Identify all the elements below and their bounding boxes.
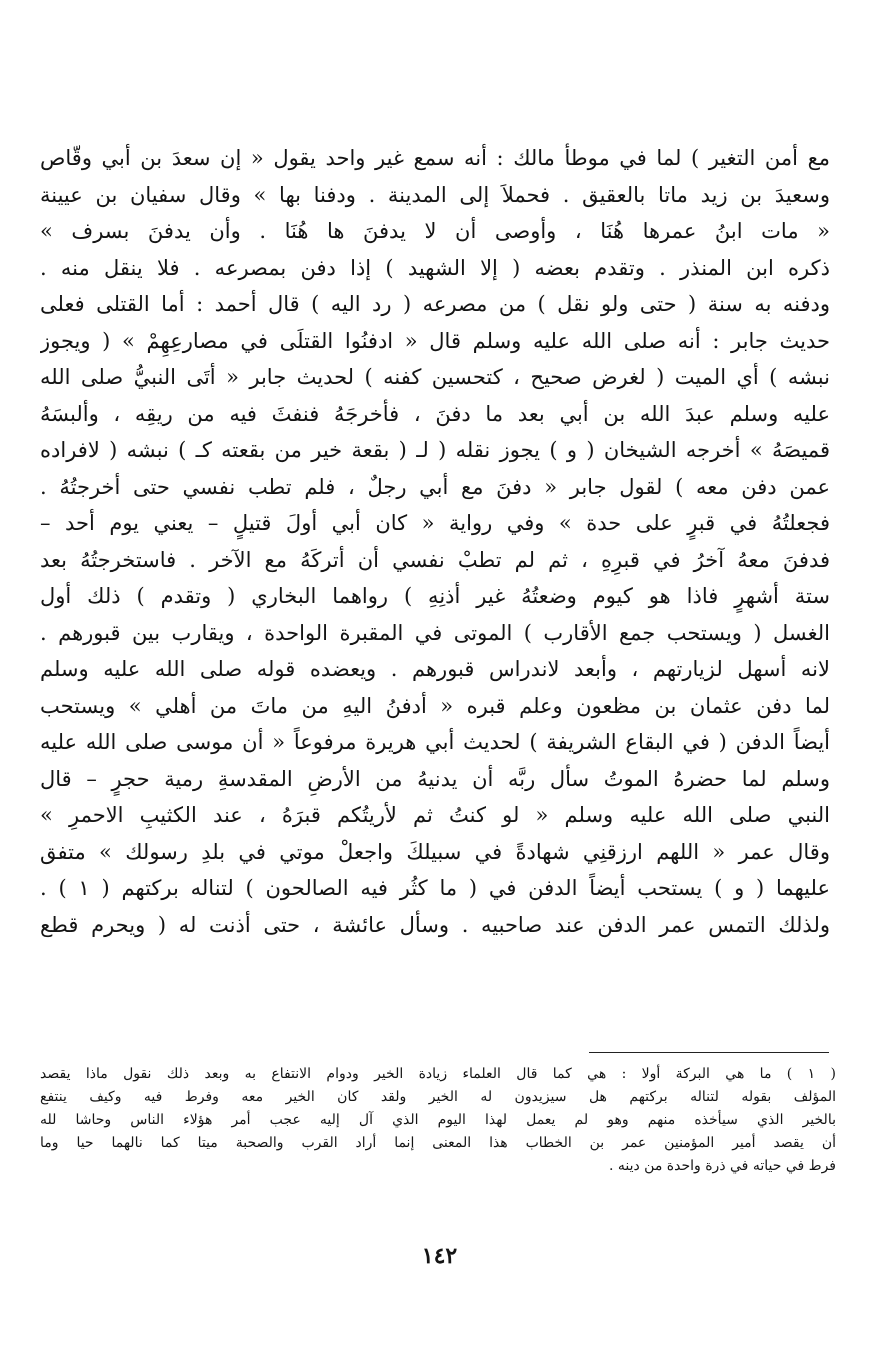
text-line: « مات ابنُ عمرها هُنَا ، وأوصى أن لا يدفنَ ها هُنَا . وأن يدفنَ بسرف » bbox=[40, 219, 830, 243]
text-line: قميصَهُ » أخرجه الشيخان ( و ) يجوز نقله ( لـ ( بقعة خير من بقعته كـ ) نبشه ( لافراده bbox=[40, 438, 830, 462]
text-line: الغسل ( ويستحب جمع الأقارب ) الموتى في المقبرة الواحدة ، ويقارب بين قبورهم . bbox=[40, 620, 830, 645]
text-line: فدفنَ معهُ آخرُ في قبرِهِ ، ثم لم تطبْ نفسي أن أتركَهُ مع الآخر . فاستخرجتُهُ بعد bbox=[40, 547, 830, 572]
text-line: عليه وسلم عبدَ الله بن أبي بعد ما دفنَ ، فأخرجَهُ فنفثَ فيه من ريقِه ، وألبسَهُ bbox=[40, 401, 830, 426]
footnote bbox=[40, 1063, 836, 1178]
text-line: فجعلتُهُ في قبرٍ على حدة » وفي رواية « كان أبي أولَ قتيلٍ – يعني يوم أحد – bbox=[40, 511, 830, 535]
footnote-line: بالخير الذي سيأخذه منهم وهو لم يعمل لهذا اليوم الذي آل إليه عجب أمر هؤلاء الناس وحاشا لله bbox=[40, 1112, 836, 1128]
footnote-line: أن يقصد أمير المؤمنين عمر بن الخطاب هذا المعنى إنما أراد القرب والصحبة ميتا كما نالهما حيا وما bbox=[40, 1135, 836, 1151]
text-line: لانه أسهل لزيارتهم ، وأبعد لاندراس قبورهم . ويعضده قوله صلى الله عليه وسلم bbox=[40, 657, 830, 681]
text-line: مع أمن التغير ) لما في موطأ مالك : أنه سمع غير واحد يقول « إن سعدَ بن أبي وقّاص bbox=[40, 146, 830, 170]
footnote-separator bbox=[589, 1052, 829, 1053]
text-line: عمن دفن معه ) لقول جابر « دفنَ مع أبي رجلٌ ، فلم تطب نفسي حتى أخرجتُهُ . bbox=[40, 474, 830, 499]
text-line: ستة أشهرٍ فاذا هو كيوم وضعتُهُ غير أذنِهِ ) رواهما البخاري ( وتقدم ) ذلك أول bbox=[40, 584, 830, 608]
text-line: عليهما ( و ) يستحب أيضاً الدفن في ( ما كثُر فيه الصالحون ) لتناله بركتهم ( ١ ) . bbox=[40, 876, 830, 900]
text-line: وسعيدَ بن زيد ماتا بالعقيق . فحملاَ إلى المدينة . ودفنا بها » وقال سفيان بن عيينة bbox=[40, 182, 830, 207]
main-text bbox=[40, 140, 830, 943]
text-line: نبشه ) أي الميت ( لغرض صحيح ، كتحسين كفنه ) لحديث جابر « أتَى النبيُّ صلى الله bbox=[40, 365, 830, 389]
text-line: وسلم لما حضرهُ الموتُ سأل ربَّه أن يدنيهُ من الأرضِ المقدسةِ رمية حجرٍ – قال bbox=[40, 766, 830, 791]
text-line: حديث جابر : أنه صلى الله عليه وسلم قال « ادفنُوا القتلَى في مصارعِهِمْ » ( ويجوز bbox=[40, 328, 830, 353]
text-line: ولذلك التمس عمر الدفن عند صاحبيه . وسأل عائشة ، حتى أذنت له ( ويحرم قطع bbox=[40, 912, 830, 937]
text-line: النبي صلى الله عليه وسلم « لو كنتُ ثم لأريتُكم قبرَهُ ، عند الكثيبِ الاحمرِ » bbox=[40, 803, 830, 827]
page-number: ١٤٢ bbox=[421, 1243, 458, 1269]
text-line: أيضاً الدفن ( في البقاع الشريفة ) لحديث أبي هريرة مرفوعاً « أن موسى صلى الله عليه bbox=[40, 730, 830, 754]
footnote-line: ( ١ ) ما هي البركة أولا : هي كما قال العلماء زيادة الخير ودوام الانتفاع به وبعد ذلك نقول ماذا يقصد bbox=[40, 1066, 836, 1082]
text-line: لما دفن عثمان بن مظعون وعلم قبره « أدفنُ اليهِ من ماتَ من أهلي » ويستحب bbox=[40, 693, 830, 718]
footnote-line: المؤلف بقوله لتناله بركتهم هل سيزيدون له الخير ولقد كان الخير معه وفرط فيه وكيف ينتفع bbox=[40, 1089, 836, 1105]
text-line: وقال عمر « اللهم ارزقنِي شهادةً في سبيلكَ واجعلْ موتي في بلدِ رسولك » متفق bbox=[40, 839, 830, 864]
text-line: ودفنه به سنة ( حتى ولو نقل ) من مصرعه ( رد اليه ) قال أحمد : أما القتلى فعلى bbox=[40, 292, 830, 316]
text-line: ذكره ابن المنذر . وتقدم بعضه ( إلا الشهيد ) إذا دفن بمصرعه . فلا ينقل منه . bbox=[40, 255, 830, 280]
footnote-line: فرط في حياته في ذرة واحدة من دينه . bbox=[608, 1158, 836, 1174]
